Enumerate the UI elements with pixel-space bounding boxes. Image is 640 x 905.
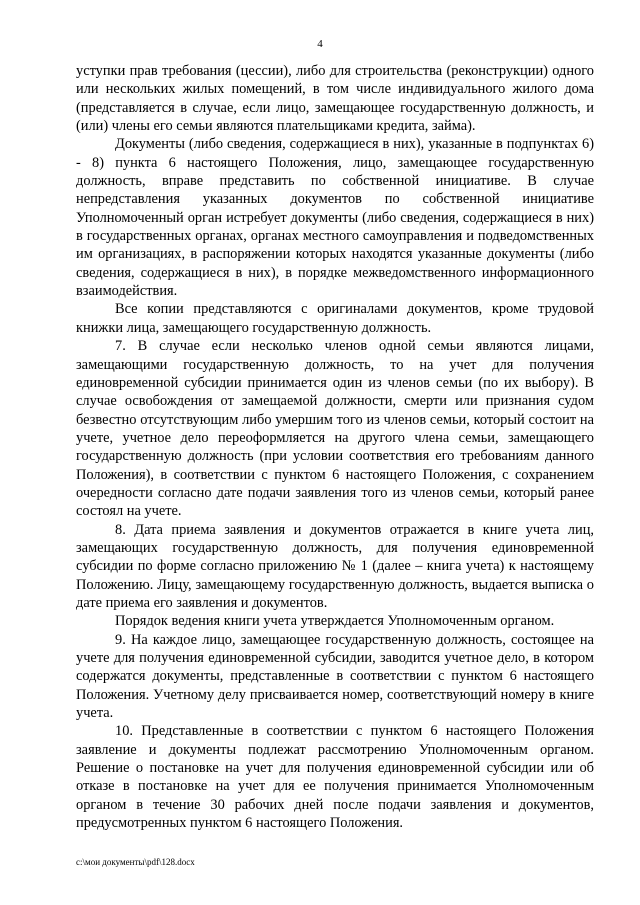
paragraph-item-9: 9. На каждое лицо, замещающее государственную должность, состоящее на учете для получения единовременной субсидии, заводится учетное дело, в котором содержатся документы, представленные в соответствии с пунктом 6 настоящего Положения. Учетному делу присваивается номер, соответствующий номеру в книге учета.	[76, 631, 594, 722]
paragraph-copies-originals: Все копии представляются с оригиналами документов, кроме трудовой книжки лица, замещающего государственную должность.	[76, 301, 594, 336]
paragraph-item-7: 7. В случае если несколько членов одной семьи являются лицами, замещающими государственную должность, то на учет для получения единовременной субсидии принимается один из членов семьи (по их выбору). В случае освобождения от замещаемой должности, смерти или признания судом безвестно отсутствующим либо умершим того из членов семьи, который состоит на учете, учетное дело переоформляется на другого члена семьи, замещающего государственную должность (при условии соответствия его требованиям данного Положения), в соответствии с пунктом 6 настоящего Положения, с сохранением очередности согласно дате подачи заявления того из членов семьи, который ранее состоял на учете.	[76, 338, 594, 520]
paragraph-registry-procedure: Порядок ведения книги учета утверждается Уполномоченным органом.	[115, 613, 555, 630]
paragraph-continuation: уступки прав требования (цессии), либо для строительства (реконструкции) одного или нескольких жилых помещений, в том числе индивидуального жилого дома (представляется в случае, если лицо, замещающее государственную должность, и (или) члены его семьи являются плательщиками кредита, займа).	[76, 63, 594, 135]
paragraph-item-10: 10. Представленные в соответствии с пунктом 6 настоящего Положения заявление и документы подлежат рассмотрению Уполномоченным органом. Решение о постановке на учет для получения единовременной субсидии или об отказе в постановке на учет для ее получения принимается Уполномоченным органом в течение 30 рабочих дней после подачи заявления и документов, предусмотренных пунктом 6 настоящего Положения.	[76, 723, 594, 832]
page-number: 4	[317, 38, 323, 50]
footer-file-path: c:\мои документы\pdf\128.docx	[76, 857, 195, 867]
document-body	[76, 62, 594, 832]
paragraph-item-8: 8. Дата приема заявления и документов отражается в книге учета лиц, замещающих государственную должность, для получения единовременной субсидии по форме согласно приложению № 1 (далее – книга учета) к настоящему Положению. Лицу, замещающему государственную должность, выдается выписка о дате приема его заявления и документов.	[76, 521, 594, 611]
paragraph-documents-own-initiative: Документы (либо сведения, содержащиеся в них), указанные в подпунктах 6) - 8) пункта 6 настоящего Положения, лицо, замещающее государственную должность, вправе представить по собственной инициативе. В случае непредставления указанных документов по собственной инициативе Уполномоченный орган истребует документы (либо сведения, содержащиеся в них) в государственных органах, органах местного самоуправления и подведомственных им организациях, в распоряжении которых находятся указанные документы (либо сведения, содержащиеся в них), в порядке межведомственного информационного взаимодействия.	[76, 136, 594, 300]
